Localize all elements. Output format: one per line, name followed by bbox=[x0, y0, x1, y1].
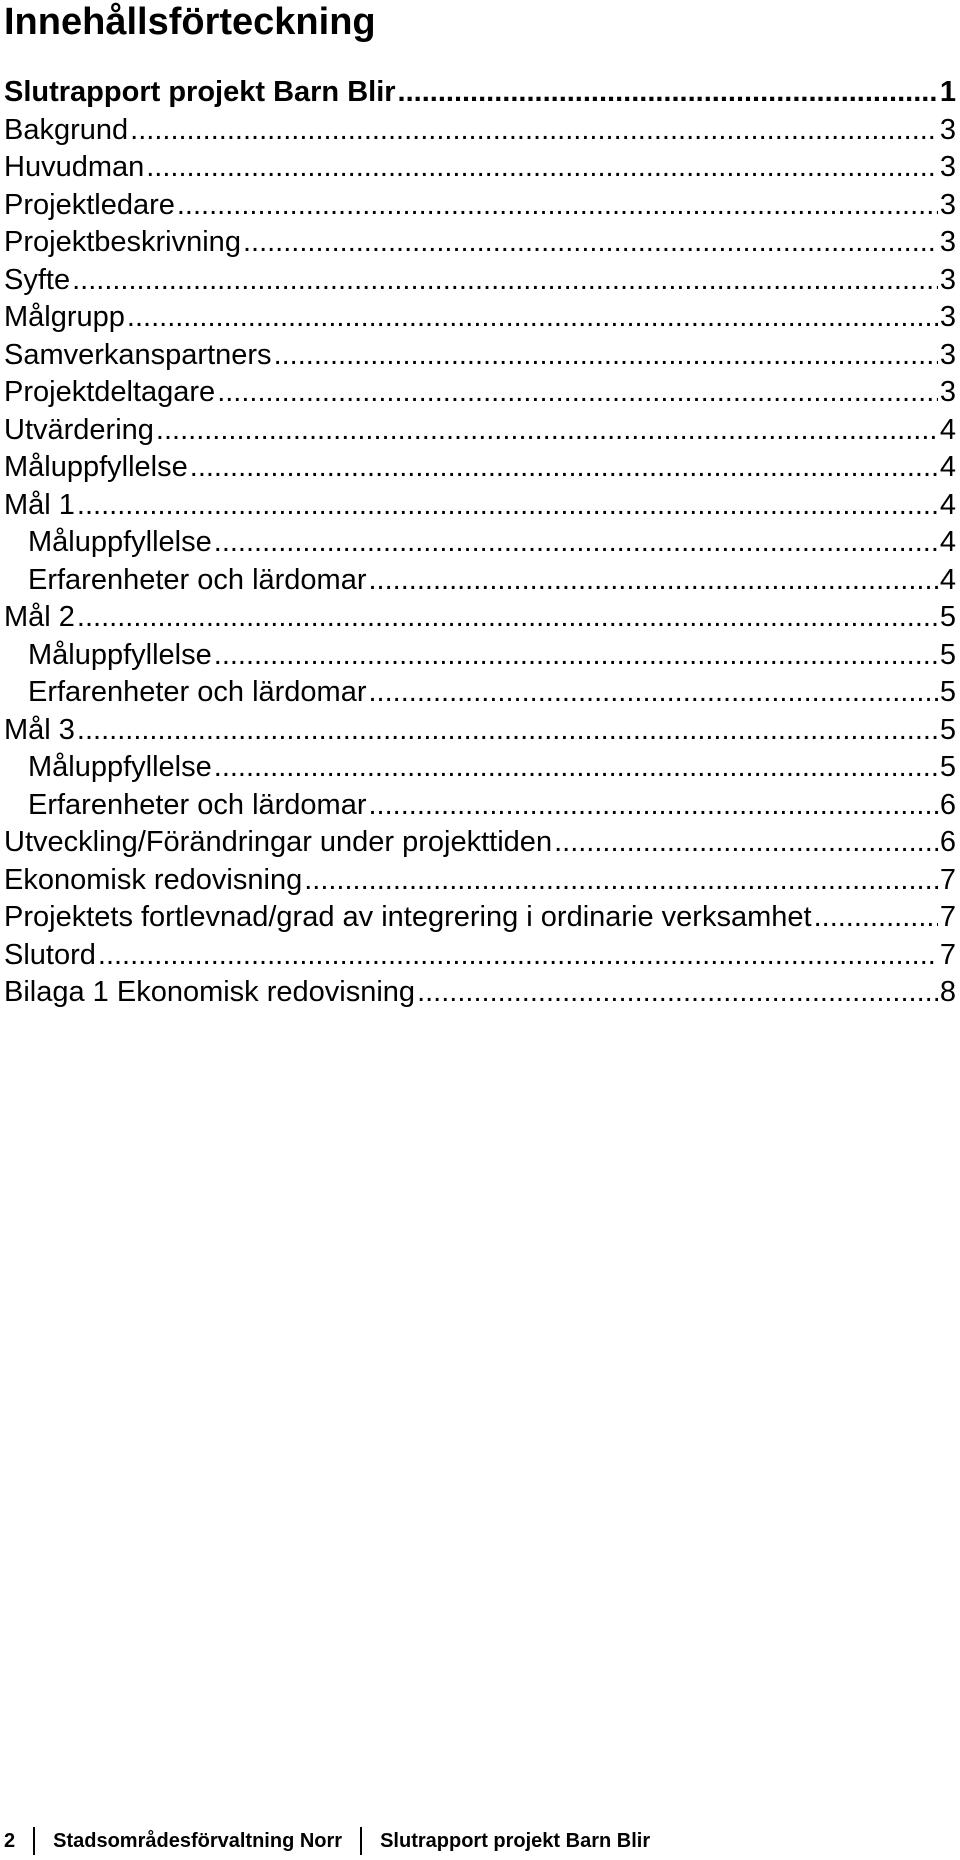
toc-entry-page-number: 5 bbox=[939, 601, 956, 633]
toc-heading: Innehållsförteckning bbox=[4, 1, 376, 43]
toc-entry[interactable] bbox=[0, 412, 956, 450]
toc-entry[interactable] bbox=[0, 674, 956, 712]
toc-dot-leader bbox=[217, 374, 938, 412]
toc-entry-label: Måluppfyllelse bbox=[28, 526, 212, 558]
toc-dot-leader bbox=[369, 787, 938, 825]
toc-entry-page-number: 7 bbox=[939, 863, 956, 896]
toc-dot-leader bbox=[72, 262, 938, 300]
toc-entry[interactable] bbox=[0, 224, 956, 262]
toc-entry[interactable] bbox=[0, 974, 956, 1012]
toc-entry[interactable] bbox=[0, 112, 956, 150]
toc-entry-page-number: 3 bbox=[939, 226, 956, 258]
toc-entry-label: Utveckling/Förändringar under projekttiden bbox=[4, 826, 553, 858]
toc-entry-page-number: 6 bbox=[939, 788, 956, 821]
toc-entry-label: Målgrupp bbox=[4, 301, 125, 333]
toc-entry-page-number: 4 bbox=[939, 488, 956, 521]
toc-entry-page-number: 3 bbox=[939, 263, 956, 296]
toc-dot-leader bbox=[77, 712, 938, 750]
toc-dot-leader bbox=[304, 862, 938, 900]
toc-dot-leader bbox=[77, 487, 938, 525]
toc-entry-page-number: 3 bbox=[939, 151, 956, 183]
toc-entry-label: Utvärdering bbox=[4, 413, 154, 446]
toc-entry-page-number: 3 bbox=[939, 376, 956, 408]
toc-dot-leader bbox=[417, 974, 938, 1012]
toc-entry-label: Måluppfyllelse bbox=[28, 638, 212, 671]
toc-entry[interactable] bbox=[0, 712, 956, 750]
toc-entry[interactable] bbox=[0, 262, 956, 300]
toc-dot-leader bbox=[369, 674, 938, 712]
toc-entry-label: Bakgrund bbox=[4, 113, 129, 146]
toc-entry[interactable] bbox=[0, 599, 956, 637]
toc-dot-leader bbox=[814, 899, 938, 937]
toc-entry-page-number: 3 bbox=[939, 188, 956, 221]
toc-dot-leader bbox=[98, 937, 938, 975]
toc-dot-leader bbox=[146, 149, 938, 187]
toc-entry-page-number: 5 bbox=[939, 638, 956, 671]
toc-dot-leader bbox=[214, 524, 938, 562]
toc-entry-page-number: 3 bbox=[939, 113, 956, 146]
footer-divider bbox=[360, 1827, 362, 1855]
toc-entry-label: Projektdeltagare bbox=[4, 376, 216, 408]
toc-entry[interactable] bbox=[0, 299, 956, 337]
page-footer bbox=[0, 1826, 960, 1856]
toc-entry-label: Måluppfyllelse bbox=[4, 451, 188, 483]
toc-entry[interactable] bbox=[0, 787, 956, 825]
toc-entry-label: Huvudman bbox=[4, 151, 145, 183]
toc-entry-label: Projektbeskrivning bbox=[4, 226, 241, 258]
toc-entry[interactable] bbox=[0, 562, 956, 600]
toc-entry[interactable] bbox=[0, 187, 956, 225]
toc-entry-page-number: 5 bbox=[939, 713, 956, 746]
toc-dot-leader bbox=[214, 637, 938, 675]
footer-page-number: 2 bbox=[4, 1829, 16, 1852]
toc-entry-page-number: 4 bbox=[939, 526, 956, 558]
toc-dot-leader bbox=[77, 599, 938, 637]
toc-dot-leader bbox=[369, 562, 938, 600]
toc-entry-label: Mål 3 bbox=[4, 713, 75, 746]
toc-entry[interactable] bbox=[0, 149, 956, 187]
toc-entry-label: Erfarenheter och lärdomar bbox=[28, 563, 367, 596]
toc-entry-label: Mål 2 bbox=[4, 601, 75, 633]
table-of-contents bbox=[0, 74, 956, 1012]
toc-entry[interactable] bbox=[0, 899, 956, 937]
toc-entry-label: Projektledare bbox=[4, 188, 175, 221]
toc-entry-page-number: 4 bbox=[939, 451, 956, 483]
toc-entry[interactable] bbox=[0, 824, 956, 862]
toc-dot-leader bbox=[190, 449, 938, 487]
toc-entry-label: Bilaga 1 Ekonomisk redovisning bbox=[4, 976, 416, 1008]
toc-entry-page-number: 3 bbox=[939, 301, 956, 333]
toc-entry-page-number: 1 bbox=[939, 76, 956, 108]
toc-dot-leader bbox=[243, 224, 938, 262]
toc-entry[interactable] bbox=[0, 524, 956, 562]
footer-document-title: Slutrapport projekt Barn Blir bbox=[380, 1829, 651, 1852]
toc-entry[interactable] bbox=[0, 637, 956, 675]
toc-dot-leader bbox=[274, 337, 938, 375]
toc-entry-label: Erfarenheter och lärdomar bbox=[28, 676, 367, 708]
toc-entry-page-number: 5 bbox=[939, 676, 956, 708]
toc-dot-leader bbox=[214, 749, 938, 787]
toc-dot-leader bbox=[130, 112, 938, 150]
toc-entry[interactable] bbox=[0, 862, 956, 900]
toc-entry-page-number: 4 bbox=[939, 563, 956, 596]
toc-entry[interactable] bbox=[0, 337, 956, 375]
toc-entry[interactable] bbox=[0, 449, 956, 487]
toc-entry[interactable] bbox=[0, 749, 956, 787]
toc-entry-label: Slutrapport projekt Barn Blir bbox=[4, 76, 396, 108]
toc-entry-label: Måluppfyllelse bbox=[28, 751, 212, 783]
toc-dot-leader bbox=[127, 299, 938, 337]
toc-entry-page-number: 6 bbox=[939, 826, 956, 858]
toc-entry-page-number: 7 bbox=[939, 938, 956, 971]
toc-entry[interactable] bbox=[0, 74, 956, 112]
toc-entry-page-number: 4 bbox=[939, 413, 956, 446]
toc-entry-label: Samverkanspartners bbox=[4, 338, 272, 371]
toc-entry-label: Erfarenheter och lärdomar bbox=[28, 788, 367, 821]
toc-entry-label: Mål 1 bbox=[4, 488, 75, 521]
toc-entry-page-number: 7 bbox=[939, 901, 956, 933]
toc-dot-leader bbox=[554, 824, 938, 862]
toc-entry[interactable] bbox=[0, 937, 956, 975]
toc-entry-page-number: 3 bbox=[939, 338, 956, 371]
toc-entry-label: Syfte bbox=[4, 263, 71, 296]
toc-entry[interactable] bbox=[0, 374, 956, 412]
toc-entry-label: Ekonomisk redovisning bbox=[4, 863, 303, 896]
toc-entry-label: Projektets fortlevnad/grad av integrering i ordinarie verksamhet bbox=[4, 901, 812, 933]
toc-entry-page-number: 5 bbox=[939, 751, 956, 783]
footer-divider bbox=[33, 1827, 35, 1855]
footer-organization: Stadsområdesförvaltning Norr bbox=[53, 1829, 343, 1852]
toc-entry[interactable] bbox=[0, 487, 956, 525]
toc-dot-leader bbox=[156, 412, 938, 450]
toc-entry-label: Slutord bbox=[4, 938, 96, 971]
toc-dot-leader bbox=[177, 187, 938, 225]
toc-dot-leader bbox=[398, 74, 938, 112]
toc-entry-page-number: 8 bbox=[939, 976, 956, 1008]
